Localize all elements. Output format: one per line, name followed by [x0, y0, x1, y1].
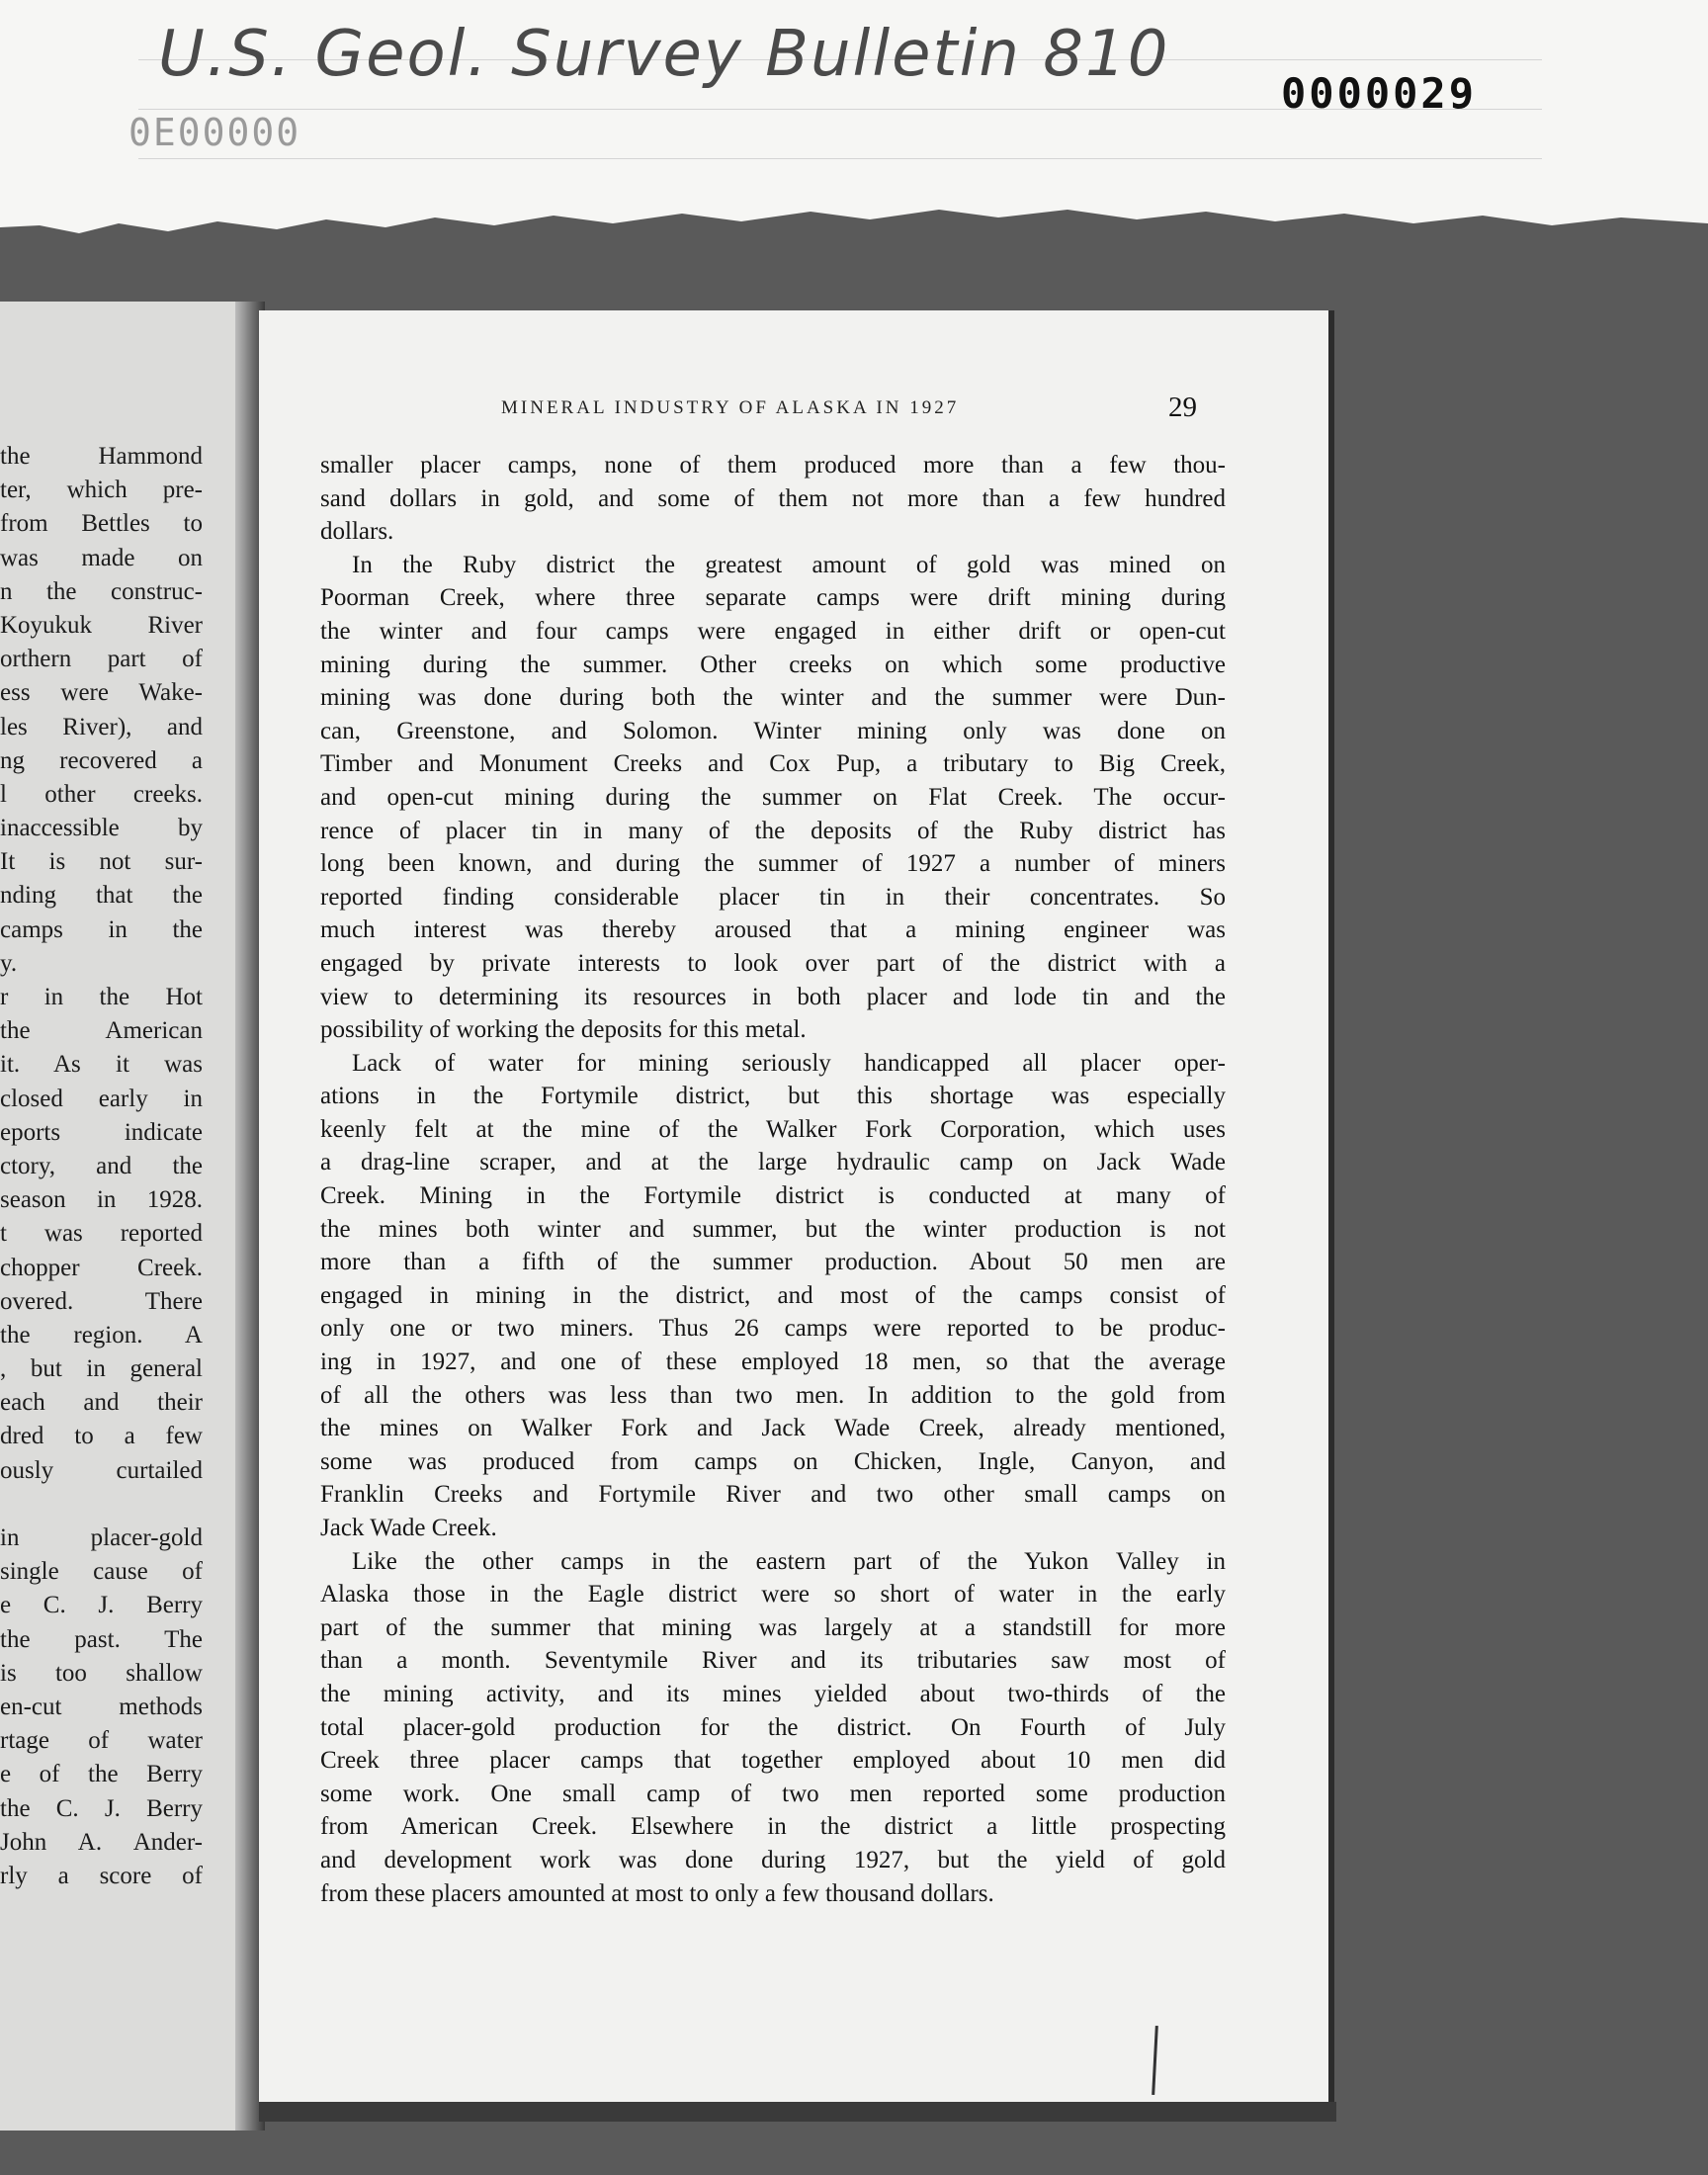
- text-line: a drag-line scraper, and at the large hydraulic camp on Jack Wade: [320, 1149, 1226, 1176]
- text-line: In the Ruby district the greatest amount of gold was mined on: [352, 551, 1226, 578]
- left-page-line: inaccessible by: [0, 815, 203, 842]
- text-line: can, Greenstone, and Solomon. Winter mining only was done on: [320, 717, 1226, 744]
- faint-stamp: 0E00000: [128, 111, 301, 154]
- pencil-mark: [1152, 2026, 1158, 2095]
- left-page-line: single cause of: [0, 1558, 203, 1586]
- text-line: the mines both winter and summer, but the winter production is not: [320, 1215, 1226, 1243]
- text-line: engaged in mining in the district, and most of the camps consist of: [320, 1281, 1226, 1309]
- ruled-line: [138, 158, 1542, 159]
- text-line: ations in the Fortymile district, but this shortage was especially: [320, 1083, 1226, 1110]
- left-page-line: was made on: [0, 544, 203, 571]
- main-page: [259, 310, 1328, 2102]
- left-page-line: ously curtailed: [0, 1456, 203, 1484]
- left-page-line: the C. J. Berry: [0, 1794, 203, 1822]
- text-line: of all the others was less than two men. In addition to the gold from: [320, 1381, 1226, 1409]
- left-page-text: [0, 440, 203, 1893]
- paragraph: [320, 1545, 1226, 1911]
- text-line: Creek. Mining in the Fortymile district is conducted at many of: [320, 1182, 1226, 1210]
- text-line: the winter and four camps were engaged in either drift or open-cut: [320, 617, 1226, 645]
- stamp-number: 0000029: [1281, 69, 1478, 118]
- left-page-line: dred to a few: [0, 1423, 203, 1450]
- left-page-line: ctory, and the: [0, 1152, 203, 1179]
- text-line: rence of placer tin in many of the deposits of the Ruby district has: [320, 817, 1226, 844]
- text-line: Franklin Creeks and Fortymile River and two other small camps on: [320, 1481, 1226, 1509]
- left-page-line: from Bettles to: [0, 510, 203, 538]
- page-bottom-shadow: [259, 2102, 1336, 2122]
- paragraph: [320, 449, 1226, 549]
- paragraph: [320, 1047, 1226, 1545]
- text-line: engaged by private interests to look over part of the district with a: [320, 949, 1226, 977]
- left-page-line: en-cut methods: [0, 1693, 203, 1720]
- left-page: [0, 302, 255, 2131]
- text-line: total placer-gold production for the district. On Fourth of July: [320, 1713, 1226, 1741]
- text-line: dollars.: [320, 518, 394, 546]
- text-line: from American Creek. Elsewhere in the district a little prospecting: [320, 1813, 1226, 1841]
- left-page-line: the past. The: [0, 1625, 203, 1653]
- torn-paper-edge: [0, 198, 1708, 257]
- left-page-line: nding that the: [0, 882, 203, 910]
- text-line: smaller placer camps, none of them produced more than a few thou-: [320, 452, 1226, 478]
- body-text: [320, 449, 1226, 1910]
- text-line: than a month. Seventymile River and its tributaries saw most of: [320, 1647, 1226, 1675]
- left-page-line: t was reported: [0, 1220, 203, 1248]
- running-head: MINERAL INDUSTRY OF ALASKA IN 1927: [501, 397, 960, 418]
- left-page-line: season in 1928.: [0, 1186, 203, 1214]
- text-line: more than a fifth of the summer production. About 50 men are: [320, 1249, 1226, 1276]
- text-line: ing in 1927, and one of these employed 18 men, so that the average: [320, 1348, 1226, 1376]
- text-line: sand dollars in gold, and some of them not more than a few hundred: [320, 484, 1226, 512]
- text-line: some was produced from camps on Chicken, Ingle, Canyon, and: [320, 1447, 1226, 1475]
- left-page-line: closed early in: [0, 1085, 203, 1112]
- left-page-line: eports indicate: [0, 1118, 203, 1146]
- text-line: Poorman Creek, where three separate camps were drift mining during: [320, 584, 1226, 612]
- left-page-line: the region. A: [0, 1321, 203, 1348]
- left-page-line: ter, which pre-: [0, 477, 203, 504]
- left-page-line: n the construc-: [0, 577, 203, 605]
- text-line: view to determining its resources in both placer and lode tin and the: [320, 983, 1226, 1010]
- left-page-line: ess were Wake-: [0, 679, 203, 707]
- left-page-line: l other creeks.: [0, 780, 203, 808]
- left-page-line: rly a score of: [0, 1862, 203, 1889]
- left-page-line: each and their: [0, 1389, 203, 1417]
- text-line: part of the summer that mining was largely at a standstill for more: [320, 1613, 1226, 1641]
- text-line: much interest was thereby aroused that a mining engineer was: [320, 916, 1226, 944]
- left-page-line: John A. Ander-: [0, 1828, 203, 1856]
- text-line: mining during the summer. Other creeks on which some productive: [320, 651, 1226, 678]
- handwritten-title: U.S. Geol. Survey Bulletin 810: [158, 18, 1170, 91]
- left-page-line: in placer-gold: [0, 1524, 203, 1551]
- text-line: the mines on Walker Fork and Jack Wade Creek, already mentioned,: [320, 1415, 1226, 1442]
- left-page-line: the Hammond: [0, 443, 203, 470]
- text-line: Jack Wade Creek.: [320, 1515, 497, 1541]
- text-line: Timber and Monument Creeks and Cox Pup, a tributary to Big Creek,: [320, 750, 1226, 778]
- left-page-line: chopper Creek.: [0, 1254, 203, 1281]
- left-page-line: e C. J. Berry: [0, 1592, 203, 1619]
- left-page-line: camps in the: [0, 915, 203, 943]
- text-line: mining was done during both the winter and the summer were Dun-: [320, 684, 1226, 712]
- left-page-line: rtage of water: [0, 1727, 203, 1755]
- text-line: keenly felt at the mine of the Walker Fork Corporation, which uses: [320, 1115, 1226, 1143]
- left-page-line: overed. There: [0, 1287, 203, 1315]
- left-page-line: it. As it was: [0, 1051, 203, 1079]
- text-line: Alaska those in the Eagle district were so short of water in the early: [320, 1581, 1226, 1609]
- text-line: long been known, and during the summer of 1927 a number of miners: [320, 850, 1226, 878]
- left-page-line: [0, 1488, 203, 1522]
- text-line: reported finding considerable placer tin in their concentrates. So: [320, 883, 1226, 911]
- left-page-line: Koyukuk River: [0, 611, 203, 639]
- text-line: some work. One small camp of two men reported some production: [320, 1780, 1226, 1807]
- text-line: Like the other camps in the eastern part of the Yukon Valley in: [352, 1547, 1226, 1575]
- left-page-line: ng recovered a: [0, 746, 203, 774]
- left-page-line: r in the Hot: [0, 984, 203, 1010]
- text-line: possibility of working the deposits for this metal.: [320, 1016, 807, 1044]
- left-page-line: is too shallow: [0, 1659, 203, 1687]
- text-line: from these placers amounted at most to only a few thousand dollars.: [320, 1879, 994, 1907]
- text-line: only one or two miners. Thus 26 camps were reported to be produc-: [320, 1315, 1226, 1343]
- paragraph: [320, 549, 1226, 1047]
- text-line: and development work was done during 1927, but the yield of gold: [320, 1846, 1226, 1873]
- left-page-line: It is not sur-: [0, 848, 203, 876]
- text-line: and open-cut mining during the summer on Flat Creek. The occur-: [320, 783, 1226, 811]
- left-page-line: les River), and: [0, 713, 203, 740]
- left-page-line: y.: [0, 949, 18, 977]
- text-line: Creek three placer camps that together employed about 10 men did: [320, 1747, 1226, 1775]
- left-page-line: e of the Berry: [0, 1761, 203, 1788]
- left-page-line: orthern part of: [0, 646, 203, 673]
- text-line: Lack of water for mining seriously handicapped all placer oper-: [352, 1049, 1226, 1077]
- left-page-line: the American: [0, 1017, 203, 1045]
- left-page-line: , but in general: [0, 1355, 203, 1383]
- page-number: 29: [1168, 392, 1197, 423]
- text-line: the mining activity, and its mines yielded about two-thirds of the: [320, 1680, 1226, 1707]
